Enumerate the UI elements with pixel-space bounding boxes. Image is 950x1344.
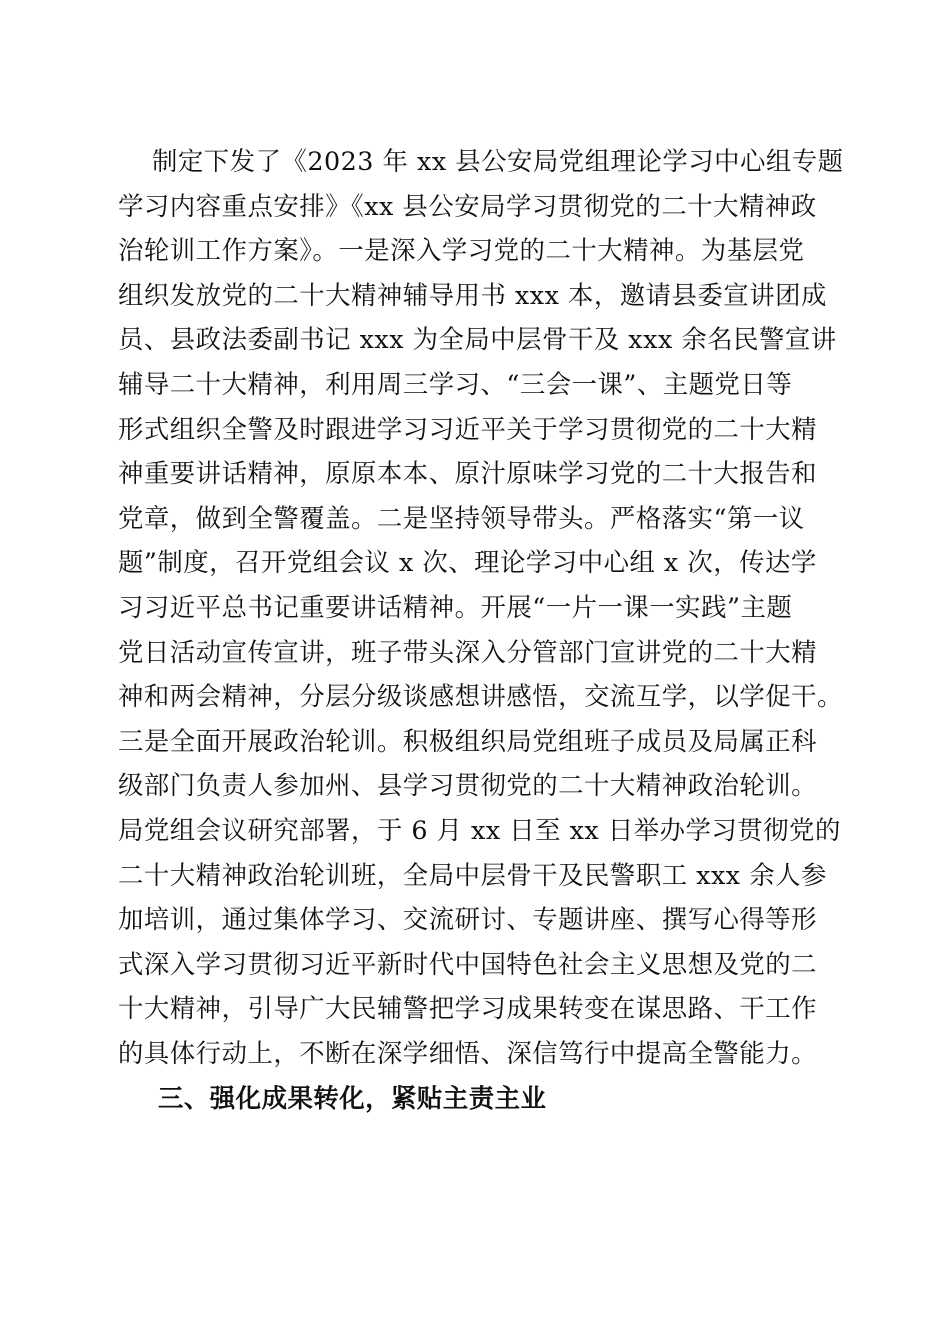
paragraph-line-7: 形式组织全警及时跟进学习习近平关于学习贯彻党的二十大精 bbox=[118, 413, 818, 444]
paragraph-line-1: 制定下发了《2023 年 xx 县公安局党组理论学习中心组专题 bbox=[152, 146, 844, 176]
paragraph-line-8: 神重要讲话精神，原原本本、原汁原味学习党的二十大报告和 bbox=[118, 458, 818, 489]
paragraph-line-16: 局党组会议研究部署，于 6 月 xx 日至 xx 日举办学习贯彻党的 bbox=[118, 814, 841, 845]
paragraph-line-17: 二十大精神政治轮训班，全局中层骨干及民警职工 xxx 余人参 bbox=[118, 859, 827, 890]
paragraph-line-20: 十大精神，引导广大民辅警把学习成果转变在谋思路、干工作 bbox=[118, 993, 818, 1024]
paragraph-line-15: 级部门负责人参加州、县学习贯彻党的二十大精神政治轮训。 bbox=[118, 770, 818, 801]
paragraph-line-3: 治轮训工作方案》。一是深入学习党的二十大精神。为基层党 bbox=[118, 235, 805, 266]
body-paragraph bbox=[118, 139, 844, 1075]
section-heading: 三、强化成果转化，紧贴主责主业 bbox=[158, 1083, 547, 1113]
paragraph-line-19: 式深入学习贯彻习近平新时代中国特色社会主义思想及党的二 bbox=[118, 948, 818, 979]
paragraph-line-21: 的具体行动上，不断在深学细悟、深信笃行中提高全警能力。 bbox=[118, 1037, 818, 1068]
paragraph-line-2: 学习内容重点安排》《xx 县公安局学习贯彻党的二十大精神政 bbox=[118, 190, 817, 221]
paragraph-line-10: 题”制度，召开党组会议 x 次、理论学习中心组 x 次，传达学 bbox=[118, 547, 817, 578]
paragraph-line-9: 党章，做到全警覆盖。二是坚持领导带头。严格落实“第一议 bbox=[118, 502, 805, 533]
paragraph-line-18: 加培训，通过集体学习、交流研讨、专题讲座、撰写心得等形 bbox=[118, 904, 818, 935]
paragraph-line-14: 三是全面开展政治轮训。积极组织局党组班子成员及局属正科 bbox=[118, 725, 818, 756]
paragraph-line-12: 党日活动宣传宣讲，班子带头深入分管部门宣讲党的二十大精 bbox=[118, 636, 818, 667]
paragraph-line-6: 辅导二十大精神，利用周三学习、“三会一课”、主题党日等 bbox=[118, 368, 793, 399]
paragraph-line-5: 员、县政法委副书记 xxx 为全局中层骨干及 xxx 余名民警宣讲 bbox=[118, 324, 837, 355]
paragraph-line-11: 习习近平总书记重要讲话精神。开展“一片一课一实践”主题 bbox=[118, 591, 793, 622]
paragraph-line-13: 神和两会精神，分层分级谈感想讲感悟，交流互学，以学促干。 bbox=[118, 681, 843, 712]
paragraph-line-4: 组织发放党的二十大精神辅导用书 xxx 本，邀请县委宣讲团成 bbox=[118, 279, 827, 310]
